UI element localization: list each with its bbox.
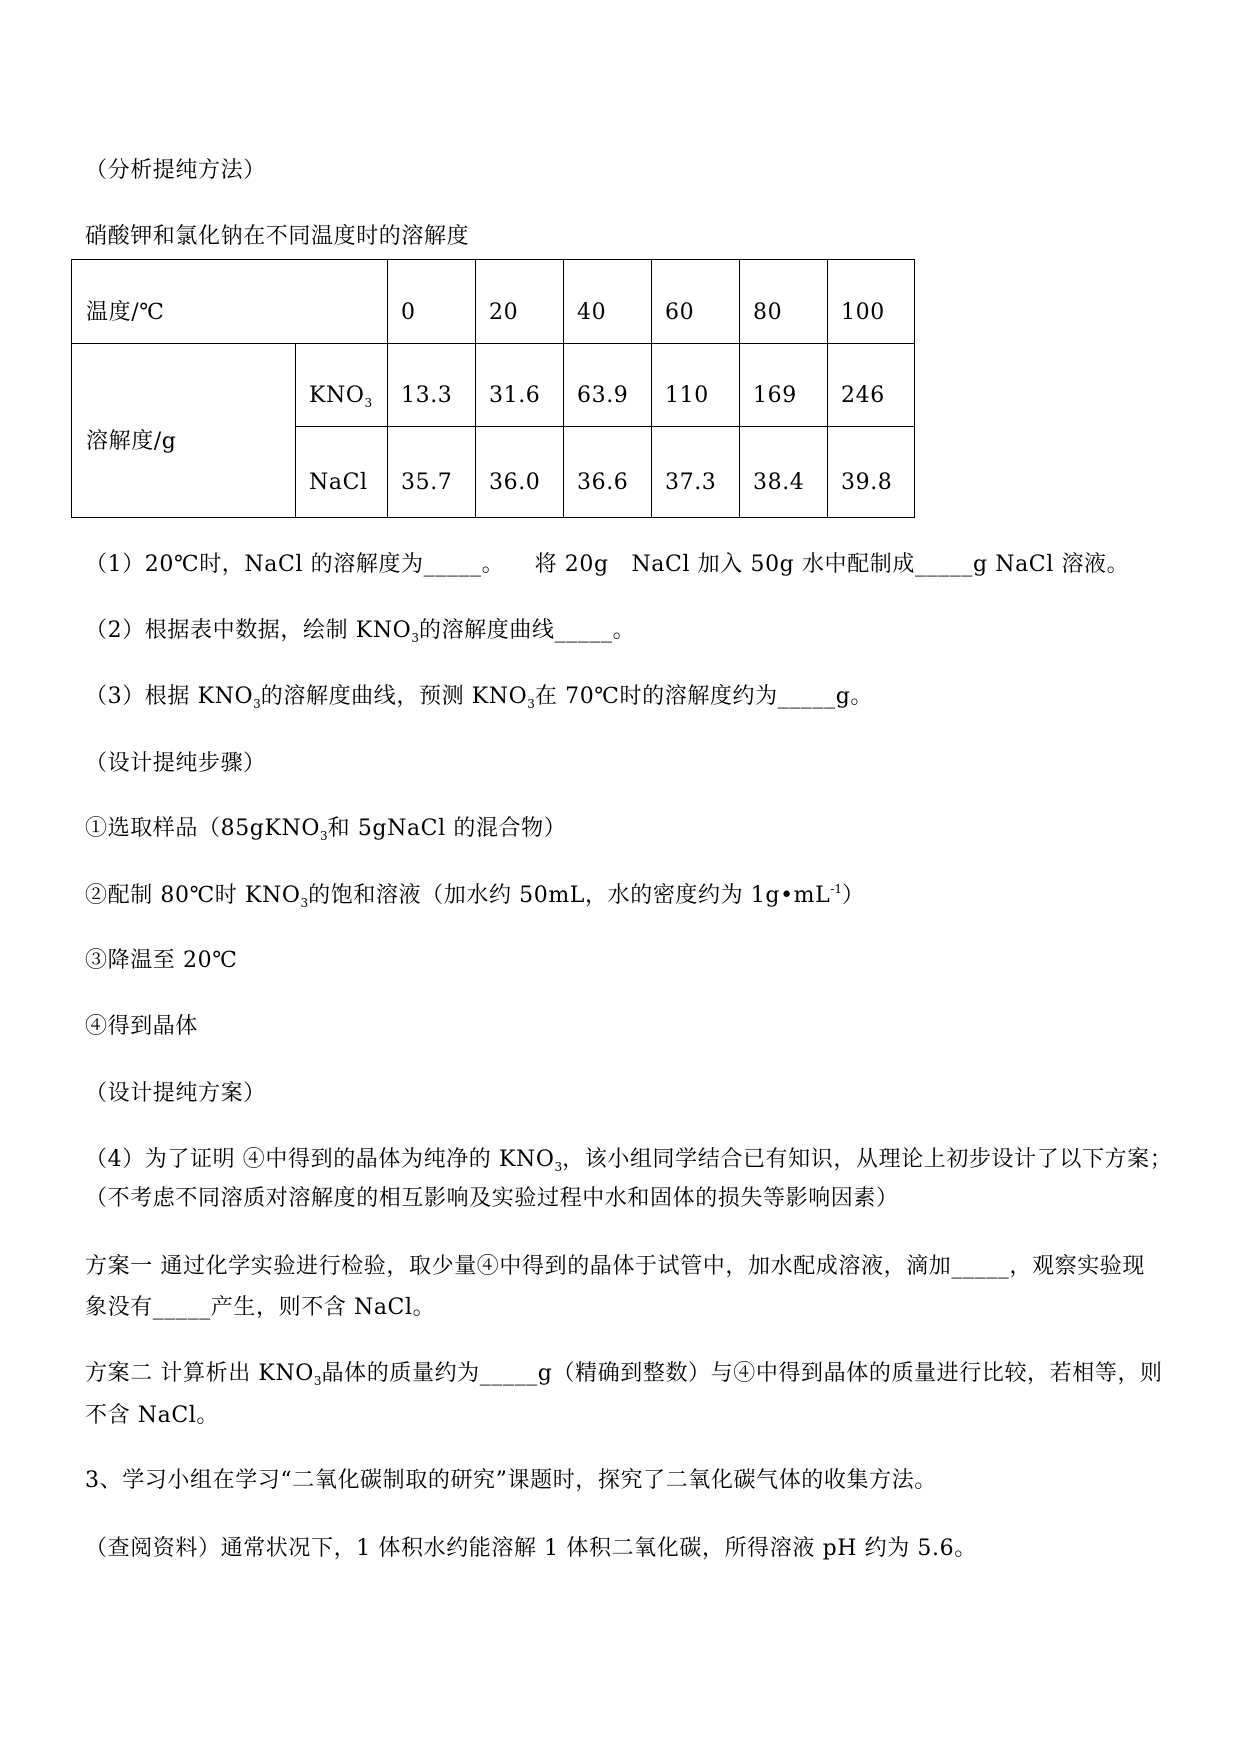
temperature-cell: 0 <box>388 260 476 344</box>
question-2 <box>85 616 635 646</box>
solubility-table <box>71 259 915 518</box>
substance-cell-kno3 <box>296 344 388 427</box>
section-heading-analysis: （分析提纯方法） <box>85 158 266 183</box>
section-heading-design-plan: （设计提纯方案） <box>85 1081 266 1106</box>
text-segment: （3）根据 KNO <box>85 684 254 709</box>
temperature-cell: 60 <box>652 260 740 344</box>
plan-1-line-2: 象没有_____产生，则不含 NaCl。 <box>85 1295 436 1320</box>
temperature-cell: 100 <box>828 260 915 344</box>
text-segment: 的溶解度曲线_____。 <box>418 618 636 643</box>
substance-name: KNO <box>309 383 365 408</box>
solubility-value-cell: 169 <box>740 344 828 427</box>
text-segment: 的溶解度曲线，预测 KNO <box>260 684 528 709</box>
text-segment: 在 70℃时的溶解度约为_____g。 <box>534 684 874 709</box>
solubility-value-cell: 35.7 <box>388 427 476 518</box>
temperature-cell: 40 <box>564 260 652 344</box>
plan-1-line-1: 方案一 通过化学实验进行检验，取少量④中得到的晶体于试管中，加水配成溶液，滴加_____，观察实验现 <box>85 1254 1145 1279</box>
subscript: 3 <box>411 631 419 645</box>
reference-material: （查阅资料）通常状况下，1 体积水约能溶解 1 体积二氧化碳，所得溶液 pH 约为 5.6。 <box>85 1536 977 1561</box>
table-caption: 硝酸钾和氯化钠在不同温度时的溶解度 <box>85 224 470 249</box>
temperature-header-cell: 温度/℃ <box>72 260 388 344</box>
temperature-row <box>72 260 915 344</box>
solubility-value-cell: 36.6 <box>564 427 652 518</box>
text-segment: 方案二 计算析出 KNO <box>85 1361 314 1386</box>
solubility-value-cell: 246 <box>828 344 915 427</box>
substance-name: NaCl <box>309 470 368 495</box>
text-segment: ，该小组同学结合已有知识，从理论上初步设计了以下方案； <box>562 1147 1173 1172</box>
kno3-row <box>72 344 915 427</box>
text-segment: （4）为了证明 ④中得到的晶体为纯净的 KNO <box>85 1147 555 1172</box>
step-3: ③降温至 20℃ <box>85 948 238 973</box>
subscript: 3 <box>253 697 261 711</box>
solubility-value-cell: 38.4 <box>740 427 828 518</box>
question-4-line-2: （不考虑不同溶质对溶解度的相互影响及实验过程中水和固体的损失等影响因素） <box>85 1186 899 1211</box>
solubility-header-cell: 溶解度/g <box>72 344 296 518</box>
superscript: -1 <box>830 882 843 896</box>
solubility-value-cell: 63.9 <box>564 344 652 427</box>
step-2 <box>85 881 865 911</box>
step-1 <box>85 814 566 844</box>
text-segment: 晶体的质量约为_____g（精确到整数）与④中得到晶体的质量进行比较，若相等，则 <box>321 1361 1163 1386</box>
step-4: ④得到晶体 <box>85 1014 199 1039</box>
solubility-value-cell: 37.3 <box>652 427 740 518</box>
subscript: 3 <box>554 1160 563 1174</box>
temperature-cell: 20 <box>476 260 564 344</box>
subscript: 3 <box>527 697 535 711</box>
solubility-value-cell: 36.0 <box>476 427 564 518</box>
subscript: 3 <box>313 1374 322 1388</box>
solubility-value-cell: 110 <box>652 344 740 427</box>
text-segment: ） <box>842 883 865 908</box>
question-4-line-1 <box>85 1145 1172 1175</box>
solubility-value-cell: 13.3 <box>388 344 476 427</box>
plan-2-line-1 <box>85 1359 1163 1389</box>
question-3-title: 3、学习小组在学习“二氧化碳制取的研究”课题时，探究了二氧化碳气体的收集方法。 <box>85 1468 937 1493</box>
subscript: 3 <box>300 896 309 910</box>
plan-2-line-2: 不含 NaCl。 <box>85 1403 220 1428</box>
section-heading-design-steps: （设计提纯步骤） <box>85 751 266 776</box>
subscript: 3 <box>320 829 328 843</box>
question-3 <box>85 682 873 712</box>
text-segment: ①选取样品（85gKNO <box>85 816 320 841</box>
text-segment: （2）根据表中数据，绘制 KNO <box>85 618 412 643</box>
temperature-cell: 80 <box>740 260 828 344</box>
text-segment: 的饱和溶液（加水约 50mL，水的密度约为 1g•mL <box>308 883 831 908</box>
substance-cell-nacl <box>296 427 388 518</box>
solubility-value-cell: 31.6 <box>476 344 564 427</box>
text-segment: ②配制 80℃时 KNO <box>85 883 301 908</box>
solubility-value-cell: 39.8 <box>828 427 915 518</box>
question-1: （1）20℃时，NaCl 的溶解度为_____。 将 20g NaCl 加入 50g 水中配制成_____g NaCl 溶液。 <box>85 552 1130 577</box>
text-segment: 和 5gNaCl 的混合物） <box>327 816 567 841</box>
substance-subscript: 3 <box>364 396 373 410</box>
